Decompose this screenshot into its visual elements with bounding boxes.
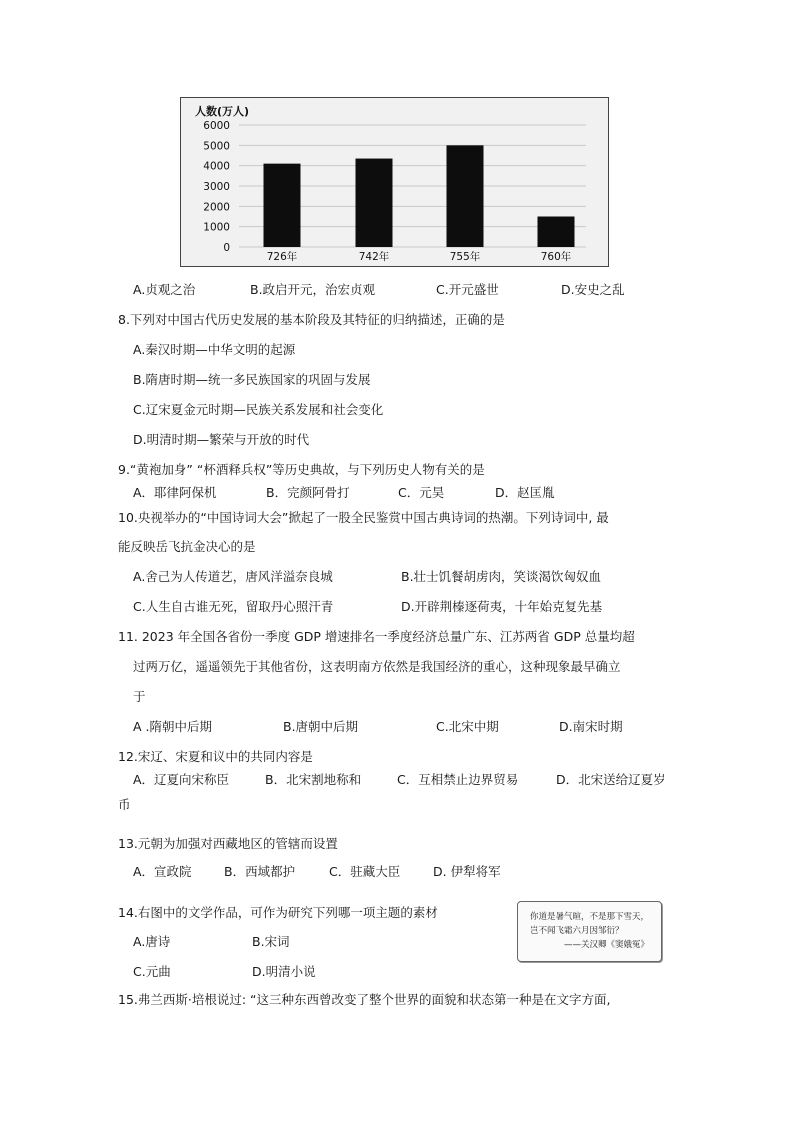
chart-category-label: 760年 xyxy=(540,251,572,263)
q14-option-d: D.明清小说 xyxy=(252,964,316,979)
chart-bar xyxy=(264,164,301,247)
q13-stem: 13.元朝为加强对西藏地区的管辖而设置 xyxy=(118,836,338,851)
q11-stem-line3: 于 xyxy=(133,689,146,704)
q12-option-d: D．北宋送给辽夏岁 xyxy=(556,772,666,787)
q8-option-b: B.隋唐时期—统一多民族国家的巩固与发展 xyxy=(133,372,371,387)
q12-stem: 12.宋辽、宋夏和议中的共同内容是 xyxy=(118,749,313,764)
q11-option-c: C.北宋中期 xyxy=(436,719,499,734)
q10-stem-line1: 10.央视举办的“中国诗词大会”掀起了一股全民鉴赏中国古典诗词的热潮。下列诗词中, 最 xyxy=(118,510,609,525)
q12-option-a: A．辽夏向宋称臣 xyxy=(133,772,230,787)
chart-ytick-label: 4000 xyxy=(203,160,230,173)
q10-option-a: A.舍己为人传道艺，唐风洋溢奈良城 xyxy=(133,569,333,584)
q11-option-a: A .隋朝中后期 xyxy=(133,719,212,734)
q10-stem-line2: 能反映岳飞抗金决心的是 xyxy=(118,539,256,554)
q10-option-c: C.人生自古谁无死，留取丹心照汗青 xyxy=(133,599,334,614)
q8-stem: 8.下列对中国古代历史发展的基本阶段及其特征的归纳描述，正确的是 xyxy=(118,312,505,327)
q9-stem: 9.“黄袍加身” “杯酒释兵权”等历史典故，与下列历史人物有关的是 xyxy=(118,462,485,477)
q8-option-c: C.辽宋夏金元时期—民族关系发展和社会变化 xyxy=(133,402,384,417)
q12-option-b: B．北宋割地称和 xyxy=(265,772,362,787)
chart-bar xyxy=(356,159,393,247)
poem-line-1: 你道是暑气暄，不是那下雪天， xyxy=(530,912,650,922)
chart-ytick-label: 1000 xyxy=(203,221,230,234)
q8-option-a: A.秦汉时期—中华文明的起源 xyxy=(133,342,296,357)
q11-stem-line1: 11. 2023 年全国各省份一季度 GDP 增速排名一季度经济总量广东、江苏两省 GDP 总量均超 xyxy=(118,629,635,644)
q11-stem-line2: 过两万亿，遥遥领先于其他省份，这表明南方依然是我国经济的重心，这种现象最早确立 xyxy=(133,659,621,674)
q13-option-c: C．驻藏大臣 xyxy=(329,864,401,879)
chart-category-label: 742年 xyxy=(358,251,390,263)
q13-option-a: A．宣政院 xyxy=(133,864,192,879)
chart-ytick-label: 2000 xyxy=(203,201,230,214)
chart-ytick-label: 0 xyxy=(223,242,230,254)
chart-category-label: 755年 xyxy=(449,251,481,263)
q7-option-a: A.贞观之治 xyxy=(133,282,196,297)
chart-canvas xyxy=(181,98,608,266)
q12-option-c: C．互相禁止边界贸易 xyxy=(397,772,519,787)
q7-option-d: D.安史之乱 xyxy=(561,282,625,297)
q9-option-d: D．赵匡胤 xyxy=(495,485,555,500)
q9-option-c: C．元昊 xyxy=(398,485,445,500)
q12-option-d-wrap: 币 xyxy=(118,797,131,812)
q15-stem: 15.弗兰西斯·培根说过: “这三种东西曾改变了整个世界的面貌和状态第一种是在文字方面, xyxy=(118,992,611,1007)
chart-bar xyxy=(447,145,484,247)
q8-option-d: D.明清时期—繁荣与开放的时代 xyxy=(133,432,310,447)
chart-bar xyxy=(538,217,575,248)
q11-option-b: B.唐朝中后期 xyxy=(283,719,359,734)
poem-scroll-image xyxy=(517,901,662,962)
q9-option-a: A．耶律阿保机 xyxy=(133,485,217,500)
q9-option-b: B．完颜阿骨打 xyxy=(266,485,350,500)
q14-option-b: B.宋词 xyxy=(252,934,290,949)
q11-option-d: D.南宋时期 xyxy=(559,719,623,734)
chart-ytick-label: 6000 xyxy=(203,120,230,132)
q14-option-a: A.唐诗 xyxy=(133,934,171,949)
q7-option-c: C.开元盛世 xyxy=(436,282,499,297)
q13-option-d: D. 伊犁将军 xyxy=(433,864,501,879)
q10-option-b: B.壮士饥餐胡虏肉，笑谈渴饮匈奴血 xyxy=(401,569,602,584)
chart-ytick-label: 5000 xyxy=(203,140,230,153)
q14-stem: 14.右图中的文学作品，可作为研究下列哪一项主题的素材 xyxy=(118,905,438,920)
poem-line-2: 岂不闻飞霜六月因邹衍？ xyxy=(530,926,624,936)
chart-ytick-label: 3000 xyxy=(203,181,230,193)
chart-category-label: 726年 xyxy=(266,251,298,263)
q13-option-b: B．西域都护 xyxy=(224,864,296,879)
q7-option-b: B.政启开元，治宏贞观 xyxy=(250,282,376,297)
chart-ylabel: 人数(万人) xyxy=(195,105,250,118)
q10-option-d: D.开辟荆榛逐荷夷，十年始克复先基 xyxy=(401,599,603,614)
q14-option-c: C.元曲 xyxy=(133,964,171,979)
population-bar-chart xyxy=(180,97,609,267)
poem-source: ——关汉卿《窦娥冤》 xyxy=(564,940,650,950)
